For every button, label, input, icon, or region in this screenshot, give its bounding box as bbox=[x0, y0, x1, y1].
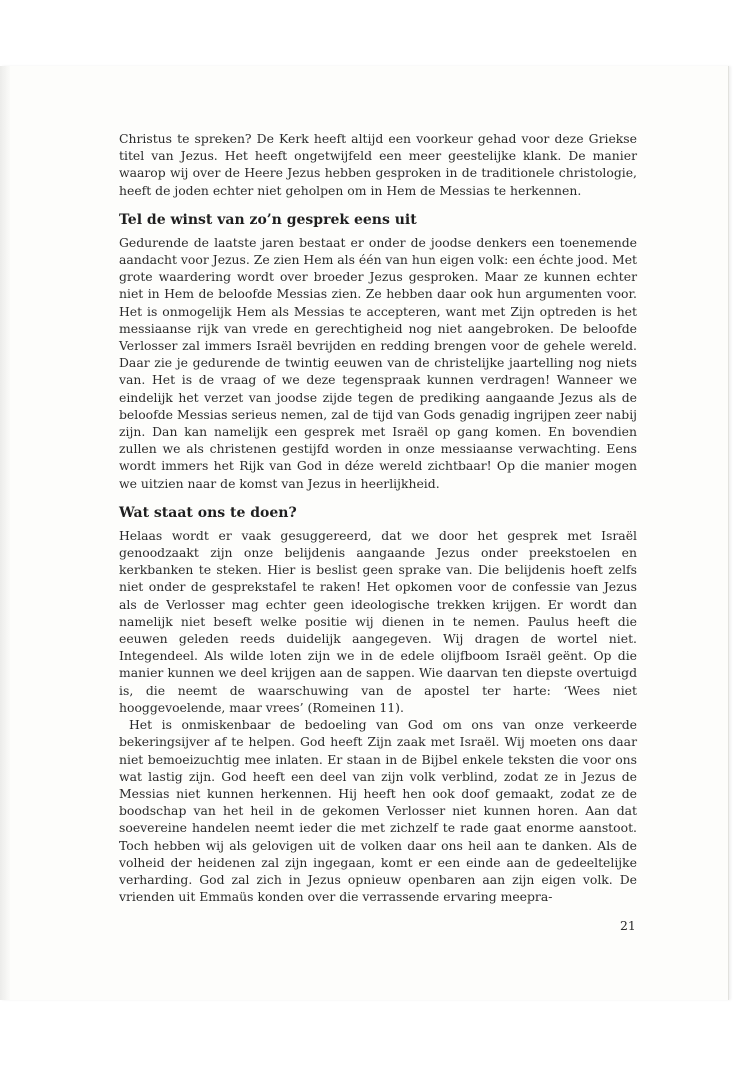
intro-paragraph: Christus te spreken? De Kerk heeft altijd een voorkeur gehad voor deze Griekse titel van Jezus. Het heeft ongetwijfeld een meer geestelijke klank. De manier waarop wij over de Heere Jezus hebben gesproken in de traditionele christologie, heeft de joden echter niet geholpen om in Hem de Messias te herkennen. bbox=[119, 131, 637, 198]
section-paragraph: Gedurende de laatste jaren bestaat er onder de joodse denkers een toenemende aandacht voor Jezus. Ze zien Hem als één van hun eigen volk: een échte jood. Met grote waardering wordt over broeder Jezus gesproken. Maar ze kunnen echter niet in Hem de beloofde Messias zien. Ze hebben daar ook hun argumenten voor. Het is onmogelijk Hem als Messias te accepteren, want met Zijn optreden is het messiaanse rijk van vrede en gerechtigheid nog niet aangebroken. De beloofde Verlosser zal immers Israël bevrijden en redding brengen voor de gehele wereld. Daar zie je gedurende de twintig eeuwen van de christelijke jaartelling nog niets van. Het is de vraag of we deze tegenspraak kunnen verdragen! Wanneer we eindelijk het verzet van joodse zijde tegen de prediking aangaande Jezus als de beloofde Messias serieus nemen, zal de tijd van Gods genadig ingrijpen zeer nabij zijn. Dan kan namelijk een gesprek met Israël op gang komen. En bovendien zullen we als christenen gestijfd worden in onze messiaanse verwachting. Eens wordt immers het Rijk van God in déze wereld zichtbaar! Op die manier mogen we uitzien naar de komst van Jezus in heerlijkheid. bbox=[119, 234, 637, 491]
section-paragraph: Helaas wordt er vaak gesuggereerd, dat we door het gesprek met Israël genoodzaakt zijn onze belijdenis aangaande Jezus onder preekstoelen en kerkbanken te steken. Hier is beslist geen sprake van. Die belijdenis hoeft zelfs niet onder de gesprekstafel te raken! Het opkomen voor de confessie van Jezus als de Verlosser mag echter geen ideologische trekken krijgen. Er wordt dan namelijk niet beseft welke positie wij dienen in te nemen. Paulus heeft die eeuwen geleden reeds duidelijk aangegeven. Wij dragen de wortel niet. Integendeel. Als wilde loten zijn we in de edele olijfboom Israël geënt. Op die manier kunnen we deel krijgen aan de sappen. Wie daarvan ten diepste overtuigd is, die neemt de waarschuwing van de apostel ter harte: ‘Wees niet hooggevoelende, maar vrees’ (Romeinen 11). bbox=[119, 527, 637, 715]
page-gutter bbox=[0, 66, 10, 1000]
page-body bbox=[119, 130, 637, 905]
section-heading-doen: Wat staat ons te doen? bbox=[119, 504, 297, 521]
section-heading-gesprek: Tel de winst van zo’n gesprek eens uit bbox=[119, 211, 417, 228]
section-paragraph: Het is onmiskenbaar de bedoeling van God om ons van onze verkeerde bekeringsijver af te helpen. God heeft Zijn zaak met Israël. Wij moeten ons daar niet bemoeizuchtig mee inlaten. Er staan in de Bijbel enkele teksten die voor ons wat lastig zijn. God heeft een deel van zijn volk verblind, zodat ze in Jezus de Messias niet kunnen herkennen. Hij heeft hen ook doof gemaakt, zodat ze de boodschap van het heil in de gekomen Verlosser niet kunnen horen. Aan dat soevereine handelen neemt ieder die met zichzelf te rade gaat enorme aanstoot. Toch hebben wij als gelovigen uit de volken daar ons heil aan te danken. Als de volheid der heidenen zal zijn ingegaan, komt er een einde aan de gedeeltelijke verharding. God zal zich in Jezus opnieuw openbaren aan zijn eigen volk. De vrienden uit Emmaüs konden over die verrassende ervaring meepra- bbox=[119, 717, 637, 905]
page-number: 21 bbox=[620, 918, 636, 933]
